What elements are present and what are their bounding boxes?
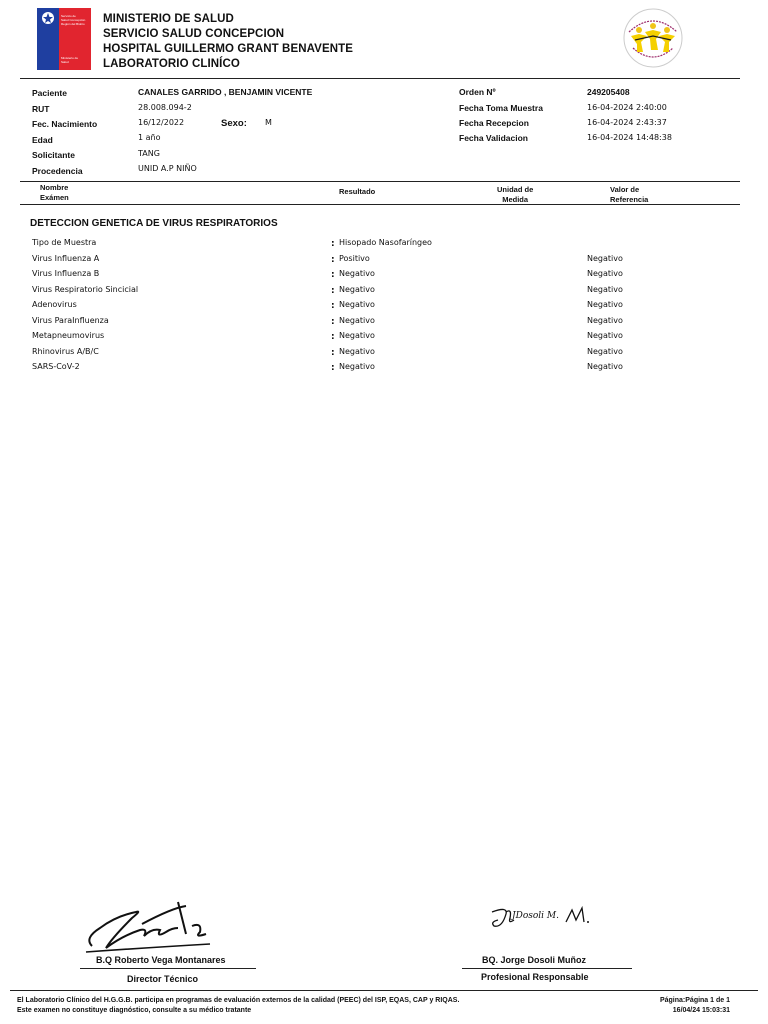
column-nombre-examen: Nombre Exámen xyxy=(40,183,69,202)
result-name: Virus Influenza B xyxy=(32,269,100,278)
label-nacimiento: Fec. Nacimiento xyxy=(32,119,98,129)
result-value: Positivo xyxy=(339,253,370,263)
institution-line-4: LABORATORIO CLINÍCO xyxy=(103,58,240,70)
signature-2-name: BQ. Jorge Dosoli Muñoz xyxy=(482,955,587,965)
result-name: Virus Respiratorio Sincicial xyxy=(32,284,139,294)
result-colon: : xyxy=(331,239,335,249)
result-value: Negativo xyxy=(339,362,375,371)
children-figures-logo-icon xyxy=(621,6,685,70)
footer-printed: 16/04/24 15:03:31 xyxy=(672,1007,730,1014)
column-valor-referencia: Valor de Referencia xyxy=(610,185,649,204)
section-title: DETECCION GENETICA DE VIRUS RESPIRATORIOS xyxy=(30,218,278,229)
result-colon: : xyxy=(331,316,335,327)
coat-of-arms-icon xyxy=(39,10,57,26)
result-name: Virus ParaInfluenza xyxy=(32,315,109,325)
label-paciente: Paciente xyxy=(32,88,67,98)
result-colon: : xyxy=(331,270,335,280)
result-name: Adenovirus xyxy=(32,300,77,309)
value-sexo: M xyxy=(265,118,272,127)
result-value: Negativo xyxy=(339,346,375,356)
footer-page: Página:Página 1 de 1 xyxy=(659,997,730,1004)
signature-1-line xyxy=(80,968,256,969)
column-resultado: Resultado xyxy=(339,187,376,196)
result-colon: : xyxy=(331,332,335,342)
result-value: Negativo xyxy=(339,269,375,278)
result-name: SARS-CoV-2 xyxy=(32,362,80,371)
value-rut: 28.008.094-2 xyxy=(138,103,192,112)
header-divider xyxy=(20,78,740,79)
label-solicitante: Solicitante xyxy=(32,150,75,160)
result-reference: Negativo xyxy=(587,331,623,340)
signature-2-text: JDosoli M. xyxy=(512,911,559,921)
label-recepcion: Fecha Recepcion xyxy=(459,118,529,128)
result-value: Negativo xyxy=(339,300,375,309)
institution-line-3: HOSPITAL GUILLERMO GRANT BENAVENTE xyxy=(103,43,354,55)
label-toma: Fecha Toma Muestra xyxy=(459,103,543,113)
result-name: Tipo de Muestra xyxy=(32,238,97,247)
value-nacimiento: 16/12/2022 xyxy=(138,118,185,127)
result-reference: Negativo xyxy=(587,253,623,263)
value-edad: 1 año xyxy=(138,133,161,142)
signature-2-handwriting xyxy=(488,902,598,932)
result-name: Rhinovirus A/B/C xyxy=(32,346,99,356)
result-reference: Negativo xyxy=(587,346,623,356)
result-value: Negativo xyxy=(339,331,375,340)
value-orden: 249205408 xyxy=(587,87,630,97)
institution-line-1: MINISTERIO DE SALUD xyxy=(103,13,234,25)
value-procedencia: UNID A.P NIÑO xyxy=(138,164,197,173)
result-reference: Negativo xyxy=(587,269,623,278)
result-colon: : xyxy=(331,254,335,265)
columns-bottom-line xyxy=(20,204,740,205)
columns-top-line xyxy=(20,181,740,182)
label-sexo: Sexo: xyxy=(221,118,247,129)
value-validacion-date: 16-04-2024 xyxy=(587,133,634,142)
signature-1-name: B.Q Roberto Vega Montanares xyxy=(96,955,226,965)
value-toma-date: 16-04-2024 xyxy=(587,103,634,112)
result-value: Hisopado Nasofaríngeo xyxy=(339,238,432,247)
result-reference: Negativo xyxy=(587,362,623,371)
label-edad: Edad xyxy=(32,135,53,145)
signature-2-line xyxy=(462,968,632,969)
column-unidad-medida: Unidad de Medida xyxy=(497,185,534,204)
result-reference: Negativo xyxy=(587,300,623,309)
result-colon: : xyxy=(331,301,335,311)
result-name: Metapneumovirus xyxy=(32,331,105,340)
label-rut: RUT xyxy=(32,104,50,114)
footer-line-2: Este examen no constituye diagnóstico, consulte a su médico tratante xyxy=(17,1007,252,1014)
signature-1-handwriting xyxy=(82,898,218,956)
label-procedencia: Procedencia xyxy=(32,166,83,176)
value-solicitante: TANG xyxy=(138,149,160,158)
value-paciente: CANALES GARRIDO , BENJAMIN VICENTE xyxy=(138,87,313,97)
result-reference: Negativo xyxy=(587,284,623,294)
label-orden: Orden Nº xyxy=(459,87,496,97)
value-validacion-time: 14:48:38 xyxy=(636,133,672,142)
result-name: Virus Influenza A xyxy=(32,253,100,263)
result-value: Negativo xyxy=(339,284,375,294)
signature-2-role: Profesional Responsable xyxy=(481,972,589,982)
institution-line-2: SERVICIO SALUD CONCEPCION xyxy=(103,28,285,40)
footer-line-1: El Laboratorio Clínico del H.G.G.B. participa en programas de evaluación externos de la calidad (PEEC) del ISP, EQAS, CAP y RIQAS. xyxy=(17,997,460,1004)
label-validacion: Fecha Validacion xyxy=(459,133,528,143)
result-reference: Negativo xyxy=(587,315,623,325)
footer-divider xyxy=(10,990,758,991)
result-colon: : xyxy=(331,347,335,358)
value-toma-time: 2:40:00 xyxy=(636,103,667,112)
result-value: Negativo xyxy=(339,315,375,325)
value-recepcion-date: 16-04-2024 xyxy=(587,118,634,127)
value-recepcion-time: 2:43:37 xyxy=(636,118,667,127)
signature-1-role: Director Técnico xyxy=(127,974,199,984)
ministry-logo: Servicio de Salud Concepción Región del Biobío Ministerio de Salud xyxy=(37,8,91,70)
result-colon: : xyxy=(331,285,335,296)
result-colon: : xyxy=(331,363,335,373)
